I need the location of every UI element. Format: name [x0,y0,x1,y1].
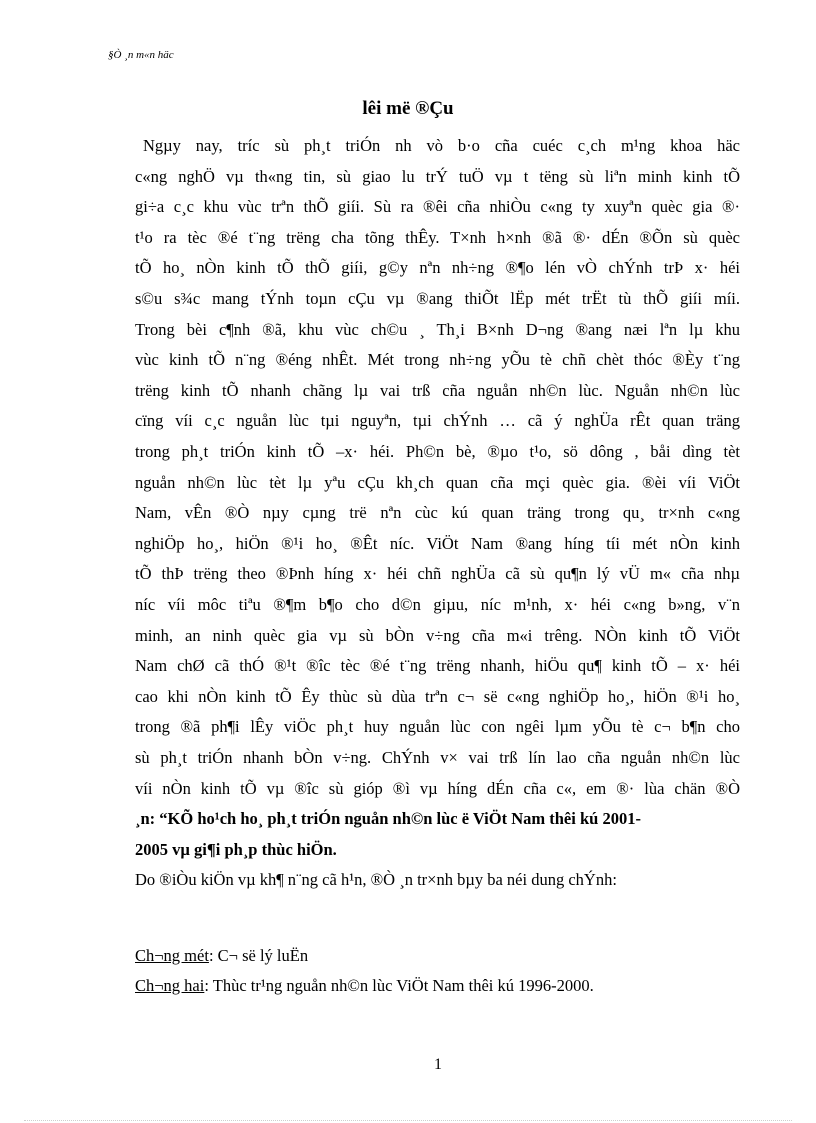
body-line: tÕ ho¸ nÒn kinh tÕ thÕ giíi, g©y nªn nh÷ng ®¶o lén vÒ chÝnh trÞ x· héi [135,258,740,277]
chapter-one-label: Ch¬ng mét [135,946,209,965]
body-line: tÕ thÞ trëng theo ®Þnh híng x· héi chñ nghÜa cã sù qu¶n lý vÜ m« cña nhµ [135,564,740,583]
page-title: lêi më ®Çu [362,98,454,119]
body-line: víi nÒn kinh tÕ vµ ®îc sù gióp ®ì vµ híng dÉn cña c«, em ®· lùa chän ®Ò [135,779,740,798]
body-line: sù ph¸t triÓn nhanh bÒn v÷ng. ChÝnh v× vai trß lín lao cña nguån nh©n lùc [135,748,740,767]
body-line: Nam chØ cã thÓ ®¹t ®îc tèc ®é t¨ng trëng nhanh, hiÖu qu¶ kinh tÕ – x· héi [135,656,740,675]
body-line: vùc kinh tÕ n¨ng ®éng nhÊt. Mét trong nh÷ng yÕu tè chñ chèt thóc ®Èy t¨ng [135,350,740,369]
body-line: gi÷a c¸c khu vùc trªn thÕ giíi. Sù ra ®êi cña nhiÒu c«ng ty xuyªn quèc gia ®· [135,197,740,216]
page-number: 1 [434,1056,442,1073]
chapter-two-label: Ch¬ng hai [135,976,205,995]
body-line: minh, an ninh quèc gia vµ sù bÒn v÷ng cña m«i trêng. NÒn kinh tÕ ViÖt [135,626,740,645]
chapter-two-text: : Thùc tr¹ng nguån nh©n lùc ViÖt Nam thêi kú 1996-2000. [204,976,594,995]
body-line: trëng kinh tÕ nhanh chãng lµ vai trß cña nguån nh©n lùc. Nguån nh©n lùc [135,381,740,400]
body-line: Trong bèi c¶nh ®ã, khu vùc ch©u ¸ Th¸i B×nh D¬ng ®ang næi lªn lµ khu [135,320,740,339]
body-line: t¹o ra tèc ®é t¨ng trëng cha tõng thÊy. T×nh h×nh ®ã ®· dÉn ®Õn sù quèc [135,228,740,247]
chapter-one-line [135,946,740,966]
body-line: Nam, vÊn ®Ò nµy cµng trë nªn cùc kú quan träng trong qu¸ tr×nh c«ng [135,503,740,522]
body-line: s©u s¾c mang tÝnh toµn cÇu vµ ®ang thiÕt lËp mét trËt tù thÕ giíi míi. [135,289,740,308]
chapter-one-text: : C¬ së lý luËn [208,946,309,965]
body-line: Ngµy nay, tríc sù ph¸t triÓn nh vò b·o cña cuéc c¸ch m¹ng khoa häc [143,136,740,155]
body-line: cïng víi c¸c nguån lùc tµi nguyªn, tµi chÝnh … cã ý nghÜa rÊt quan träng [135,411,740,430]
body-line: níc víi môc tiªu ®¶m b¶o cho d©n giµu, níc m¹nh, x· héi c«ng b»ng, v¨n [135,595,740,614]
body-line: Do ®iÒu kiÖn vµ kh¶ n¨ng cã h¹n, ®Ò ¸n tr×nh bµy ba néi dung chÝnh: [135,870,617,889]
page-bottom-rule [24,1120,792,1121]
body-line: trong ph¸t triÓn kinh tÕ –x· héi. Ph©n bè, ®µo t¹o, sö dông , båi dìng tèt [135,442,740,461]
body-line: cao khi nÒn kinh tÕ Êy thùc sù dùa trªn c¬ së c«ng nghiÖp ho¸, hiÖn ®¹i ho¸ [135,687,740,706]
chapter-two-line [135,976,740,996]
body-line: trong ®ã ph¶i lÊy viÖc ph¸t huy nguån lùc con ngêi lµm yÕu tè c¬ b¶n cho [135,717,740,736]
page-header: §Ò ¸n m«n häc [108,49,174,61]
body-line: c«ng nghÖ vµ th«ng tin, sù giao lu trÝ tuÖ vµ t tëng sù liªn minh kinh tÕ [135,167,740,186]
body-line: 2005 vµ gi¶i ph¸p thùc hiÖn. [135,840,337,859]
body-line: nguån nh©n lùc tèt lµ yªu cÇu kh¸ch quan cña mçi quèc gia. ®èi víi ViÖt [135,473,740,492]
body-line: ¸n: “KÕ ho¹ch ho¸ ph¸t triÓn nguån nh©n lùc ë ViÖt Nam thêi kú 2001- [135,809,641,828]
body-line: nghiÖp ho¸, hiÖn ®¹i ho¸ ®Êt níc. ViÖt Nam ®ang híng tíi mét nÒn kinh [135,534,740,553]
